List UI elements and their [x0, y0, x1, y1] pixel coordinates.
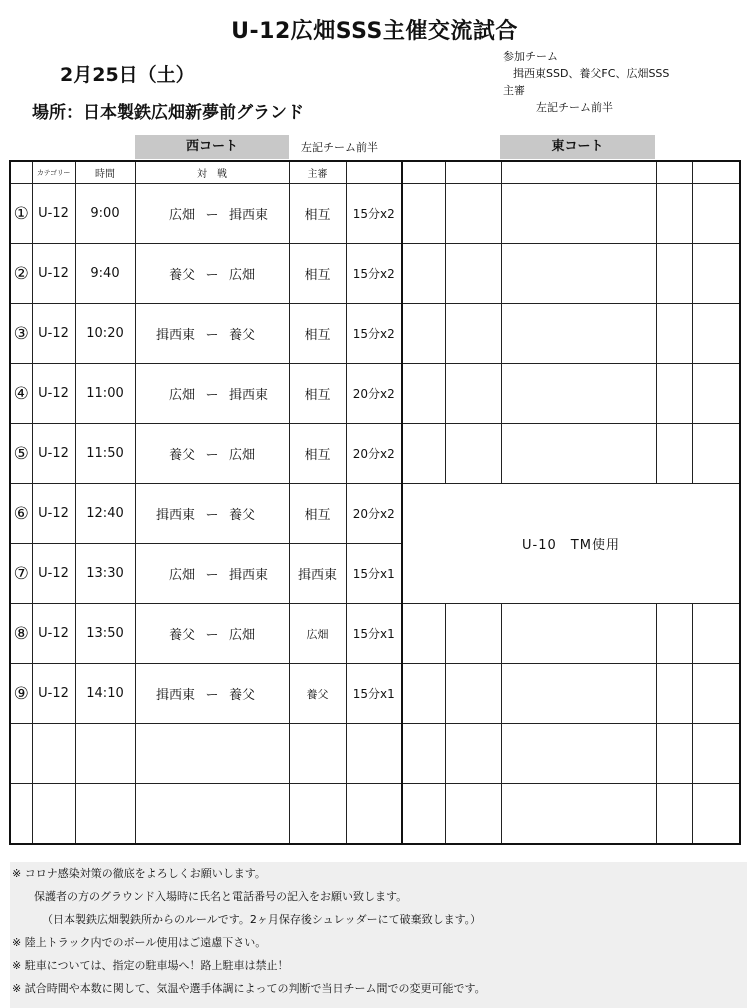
east-court-cell — [656, 724, 692, 784]
away-team: 養父 — [229, 508, 256, 523]
east-court-cell — [501, 304, 656, 364]
table-row — [10, 664, 740, 724]
header-time: 時間 — [75, 161, 135, 184]
category-cell — [32, 784, 75, 845]
match-pairing — [136, 684, 289, 703]
east-court-cell — [692, 424, 740, 484]
header-duration — [346, 161, 402, 184]
duration-cell: 15分x1 — [346, 664, 402, 724]
east-court-cell — [692, 724, 740, 784]
time-cell: 13:50 — [75, 604, 135, 664]
match-number: ⑦ — [10, 544, 32, 604]
east-court-cell — [402, 364, 445, 424]
referee-cell — [289, 784, 346, 845]
east-court-cell — [402, 724, 445, 784]
participants-label: 参加チーム — [503, 50, 558, 63]
east-court-cell — [402, 244, 445, 304]
east-court-cell — [656, 364, 692, 424]
match-number — [10, 724, 32, 784]
duration-cell: 20分x2 — [346, 484, 402, 544]
match-pairing — [136, 564, 289, 583]
away-team: 広畑 — [229, 628, 256, 643]
match-cell — [135, 364, 289, 424]
east-court-cell — [445, 424, 501, 484]
category-cell: U-12 — [32, 364, 75, 424]
referee-cell: 相互 — [289, 304, 346, 364]
referee-cell: 相互 — [289, 364, 346, 424]
east-court-cell — [692, 784, 740, 845]
table-row — [10, 484, 740, 544]
duration-cell: 15分x2 — [346, 304, 402, 364]
east-court-cell — [656, 244, 692, 304]
category-cell: U-12 — [32, 304, 75, 364]
category-cell: U-12 — [32, 184, 75, 244]
east-court-cell — [692, 664, 740, 724]
note-line: ※ 試合時間や本数に関して、気温や選手体調によっての判断で当日チーム間での変更可能です。 — [12, 982, 486, 995]
notes-box — [10, 862, 747, 1008]
category-cell: U-12 — [32, 244, 75, 304]
duration-cell: 15分x1 — [346, 544, 402, 604]
match-number: ⑨ — [10, 664, 32, 724]
time-cell: 11:00 — [75, 364, 135, 424]
referee-cell — [289, 724, 346, 784]
east-court-cell — [402, 304, 445, 364]
match-pairing — [136, 384, 289, 403]
match-cell — [135, 724, 289, 784]
header-east-5 — [692, 161, 740, 184]
time-cell: 11:50 — [75, 424, 135, 484]
header-east-1 — [402, 161, 445, 184]
match-number: ⑥ — [10, 484, 32, 544]
time-cell: 14:10 — [75, 664, 135, 724]
versus-dash: ー — [205, 268, 219, 283]
match-cell — [135, 304, 289, 364]
match-number — [10, 784, 32, 845]
document-title: U-12広畑SSS主催交流試合 — [231, 19, 518, 44]
time-cell: 10:20 — [75, 304, 135, 364]
east-court-cell — [501, 424, 656, 484]
east-court-cell — [656, 664, 692, 724]
time-cell — [75, 784, 135, 845]
match-pairing — [136, 264, 289, 283]
versus-dash: ー — [205, 328, 219, 343]
match-cell — [135, 664, 289, 724]
match-pairing — [136, 444, 289, 463]
away-team: 広畑 — [229, 268, 256, 283]
east-court-cell — [445, 664, 501, 724]
east-court-cell — [501, 604, 656, 664]
east-court-cell — [501, 724, 656, 784]
versus-dash: ー — [205, 628, 219, 643]
category-cell: U-12 — [32, 484, 75, 544]
east-court-cell — [445, 304, 501, 364]
home-team: 広畑 — [168, 208, 195, 223]
referee-cell: 相互 — [289, 184, 346, 244]
duration-cell: 15分x1 — [346, 604, 402, 664]
east-court-cell — [445, 724, 501, 784]
time-cell: 13:30 — [75, 544, 135, 604]
home-team: 広畑 — [168, 568, 195, 583]
duration-cell: 15分x2 — [346, 244, 402, 304]
away-team: 広畑 — [229, 448, 256, 463]
versus-dash: ー — [205, 508, 219, 523]
east-court-cell — [656, 304, 692, 364]
note-line: （日本製鉄広畑製鉄所からのルールです。2ヶ月保存後シュレッダーにて破棄致します。） — [42, 913, 482, 926]
east-court-cell — [445, 184, 501, 244]
header-match: 対 戦 — [135, 161, 289, 184]
time-cell — [75, 724, 135, 784]
east-court-cell — [402, 784, 445, 845]
match-number: ⑤ — [10, 424, 32, 484]
match-pairing — [136, 324, 289, 343]
east-court-cell — [692, 364, 740, 424]
header-east-2 — [445, 161, 501, 184]
header-category: カテゴリー — [32, 161, 75, 184]
home-team: 揖西東 — [155, 328, 195, 343]
table-row — [10, 364, 740, 424]
east-court-cell — [402, 664, 445, 724]
east-court-cell — [501, 184, 656, 244]
participants-value: 揖西東SSD、養父FC、広畑SSS — [513, 67, 670, 80]
east-court-cell — [692, 244, 740, 304]
match-pairing — [136, 204, 289, 223]
match-cell — [135, 784, 289, 845]
table-row — [10, 184, 740, 244]
match-number: ② — [10, 244, 32, 304]
home-team: 揖西東 — [155, 688, 195, 703]
away-team: 養父 — [229, 328, 256, 343]
referee-cell: 相互 — [289, 424, 346, 484]
west-court-note: 左記チーム前半 — [301, 141, 378, 154]
east-court-cell — [402, 604, 445, 664]
referee-cell: 広畑 — [289, 604, 346, 664]
time-cell: 12:40 — [75, 484, 135, 544]
category-cell: U-12 — [32, 604, 75, 664]
venue: 場所：日本製鉄広畑新夢前グランド — [32, 103, 304, 123]
match-cell — [135, 184, 289, 244]
home-team: 養父 — [168, 448, 195, 463]
table-header-row — [10, 161, 740, 184]
duration-cell — [346, 724, 402, 784]
table-row — [10, 424, 740, 484]
category-cell: U-12 — [32, 424, 75, 484]
versus-dash: ー — [205, 688, 219, 703]
match-cell — [135, 604, 289, 664]
table-row — [10, 244, 740, 304]
east-court-cell — [501, 784, 656, 845]
home-team: 養父 — [168, 628, 195, 643]
match-number: ④ — [10, 364, 32, 424]
header-east-3 — [501, 161, 656, 184]
east-court-cell — [445, 784, 501, 845]
home-team: 広畑 — [168, 388, 195, 403]
away-team: 揖西東 — [229, 388, 269, 403]
duration-cell: 20分x2 — [346, 364, 402, 424]
header-num — [10, 161, 32, 184]
home-team: 養父 — [168, 268, 195, 283]
versus-dash: ー — [205, 448, 219, 463]
event-date: 2月25日（土） — [60, 64, 195, 86]
category-cell — [32, 724, 75, 784]
east-court-cell — [692, 184, 740, 244]
east-court-cell — [402, 184, 445, 244]
east-court-cell — [656, 604, 692, 664]
east-court-cell — [445, 604, 501, 664]
referee-cell: 揖西東 — [289, 544, 346, 604]
header-east-4 — [656, 161, 692, 184]
note-line: 保護者の方のグラウンド入場時に氏名と電話番号の記入をお願い致します。 — [34, 890, 408, 903]
match-cell — [135, 244, 289, 304]
match-number: ③ — [10, 304, 32, 364]
note-line: ※ 陸上トラック内でのボール使用はご遠慮下さい。 — [12, 936, 267, 949]
east-court-cell — [501, 664, 656, 724]
match-cell — [135, 424, 289, 484]
duration-cell — [346, 784, 402, 845]
category-cell: U-12 — [32, 664, 75, 724]
time-cell: 9:40 — [75, 244, 135, 304]
east-court-cell — [692, 304, 740, 364]
away-team: 揖西東 — [229, 208, 269, 223]
match-cell — [135, 484, 289, 544]
versus-dash: ー — [205, 208, 219, 223]
away-team: 揖西東 — [229, 568, 269, 583]
referee-cell: 相互 — [289, 484, 346, 544]
table-row — [10, 604, 740, 664]
note-line: ※ 駐車については、指定の駐車場へ！路上駐車は禁止！ — [12, 959, 289, 972]
info-block — [503, 48, 669, 116]
east-court-cell — [402, 424, 445, 484]
east-court-cell — [656, 784, 692, 845]
duration-cell: 20分x2 — [346, 424, 402, 484]
east-court-cell — [501, 364, 656, 424]
table-row — [10, 784, 740, 845]
category-cell: U-12 — [32, 544, 75, 604]
match-number: ① — [10, 184, 32, 244]
east-court-cell — [501, 244, 656, 304]
schedule-table — [9, 160, 741, 845]
west-court-label: 西コート — [135, 135, 289, 159]
east-court-cell — [692, 604, 740, 664]
east-court-merged-cell: U-10 TM使用 — [402, 484, 740, 604]
versus-dash: ー — [205, 388, 219, 403]
away-team: 養父 — [229, 688, 256, 703]
time-cell: 9:00 — [75, 184, 135, 244]
east-court-cell — [656, 424, 692, 484]
match-pairing — [136, 624, 289, 643]
header-referee: 主審 — [289, 161, 346, 184]
versus-dash: ー — [205, 568, 219, 583]
match-pairing — [136, 504, 289, 523]
referee-cell: 相互 — [289, 244, 346, 304]
home-team: 揖西東 — [155, 508, 195, 523]
match-cell — [135, 544, 289, 604]
table-row — [10, 304, 740, 364]
referee-value: 左記チーム前半 — [536, 101, 613, 114]
referee-label: 主審 — [503, 84, 525, 97]
referee-cell: 養父 — [289, 664, 346, 724]
east-court-cell — [656, 184, 692, 244]
east-court-cell — [445, 244, 501, 304]
note-line: ※ コロナ感染対策の徹底をよろしくお願いします。 — [12, 867, 266, 880]
east-court-label: 東コート — [500, 135, 655, 159]
east-court-cell — [445, 364, 501, 424]
match-number: ⑧ — [10, 604, 32, 664]
duration-cell: 15分x2 — [346, 184, 402, 244]
table-row — [10, 724, 740, 784]
